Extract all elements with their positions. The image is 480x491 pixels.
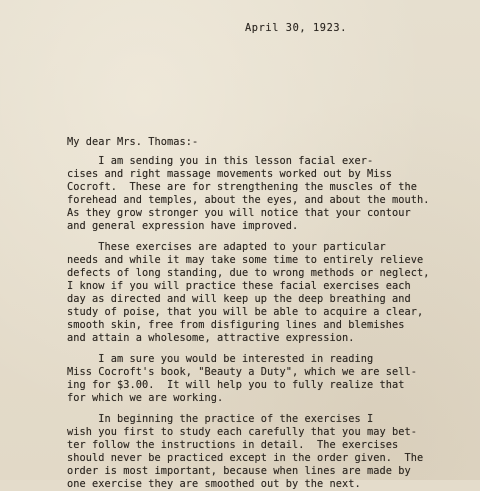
paragraph-4-line-4: should never be practiced except in the order given. The [67, 452, 424, 464]
paragraph-2-line-2: needs and while it may take some time to entirely relieve [67, 254, 424, 266]
paragraph-2-line-4: I know if you will practice these facial exercises each [67, 280, 411, 292]
paragraph-4-line-6: one exercise they are smoothed out by the next. [67, 478, 361, 490]
paragraph-2-line-5: day as directed and will keep up the deep breathing and [67, 293, 411, 305]
paragraph-1-line-1: I am sending you in this lesson facial exer- [67, 155, 374, 167]
paragraph-1-line-6: and general expression have improved. [67, 220, 299, 232]
paragraph-2-line-6: study of poise, that you will be able to acquire a clear, [67, 306, 424, 318]
paragraph-2-line-3: defects of long standing, due to wrong methods or neglect, [67, 267, 430, 279]
letter-date: April 30, 1923. [245, 22, 347, 34]
paragraph-3-line-3: ing for $3.00. It will help you to fully realize that [67, 379, 405, 391]
paragraph-1-line-5: As they grow stronger you will notice that your contour [67, 207, 411, 219]
paragraph-1-line-3: Cocroft. These are for strengthening the muscles of the [67, 181, 417, 193]
paragraph-1-line-4: forehead and temples, about the eyes, and about the mouth. [67, 194, 430, 206]
paragraph-2-line-8: and attain a wholesome, attractive expression. [67, 332, 355, 344]
paragraph-3-line-1: I am sure you would be interested in reading [67, 353, 374, 365]
salutation: My dear Mrs. Thomas:- [67, 136, 199, 148]
paragraph-2-line-7: smooth skin, free from disfiguring lines and blemishes [67, 319, 405, 331]
paragraph-3-line-2: Miss Cocroft's book, "Beauty a Duty", which we are sell- [67, 366, 417, 378]
paragraph-3-line-4: for which we are working. [67, 392, 224, 404]
paragraph-2-line-1: These exercises are adapted to your particular [67, 241, 386, 253]
paragraph-4-line-2: wish you first to study each carefully that you may bet- [67, 426, 417, 438]
paragraph-4-line-5: order is most important, because when lines are made by [67, 465, 411, 477]
paragraph-4-line-1: In beginning the practice of the exercises I [67, 413, 374, 425]
paragraph-4-line-3: ter follow the instructions in detail. The exercises [67, 439, 399, 451]
paragraph-1-line-2: cises and right massage movements worked out by Miss [67, 168, 392, 180]
